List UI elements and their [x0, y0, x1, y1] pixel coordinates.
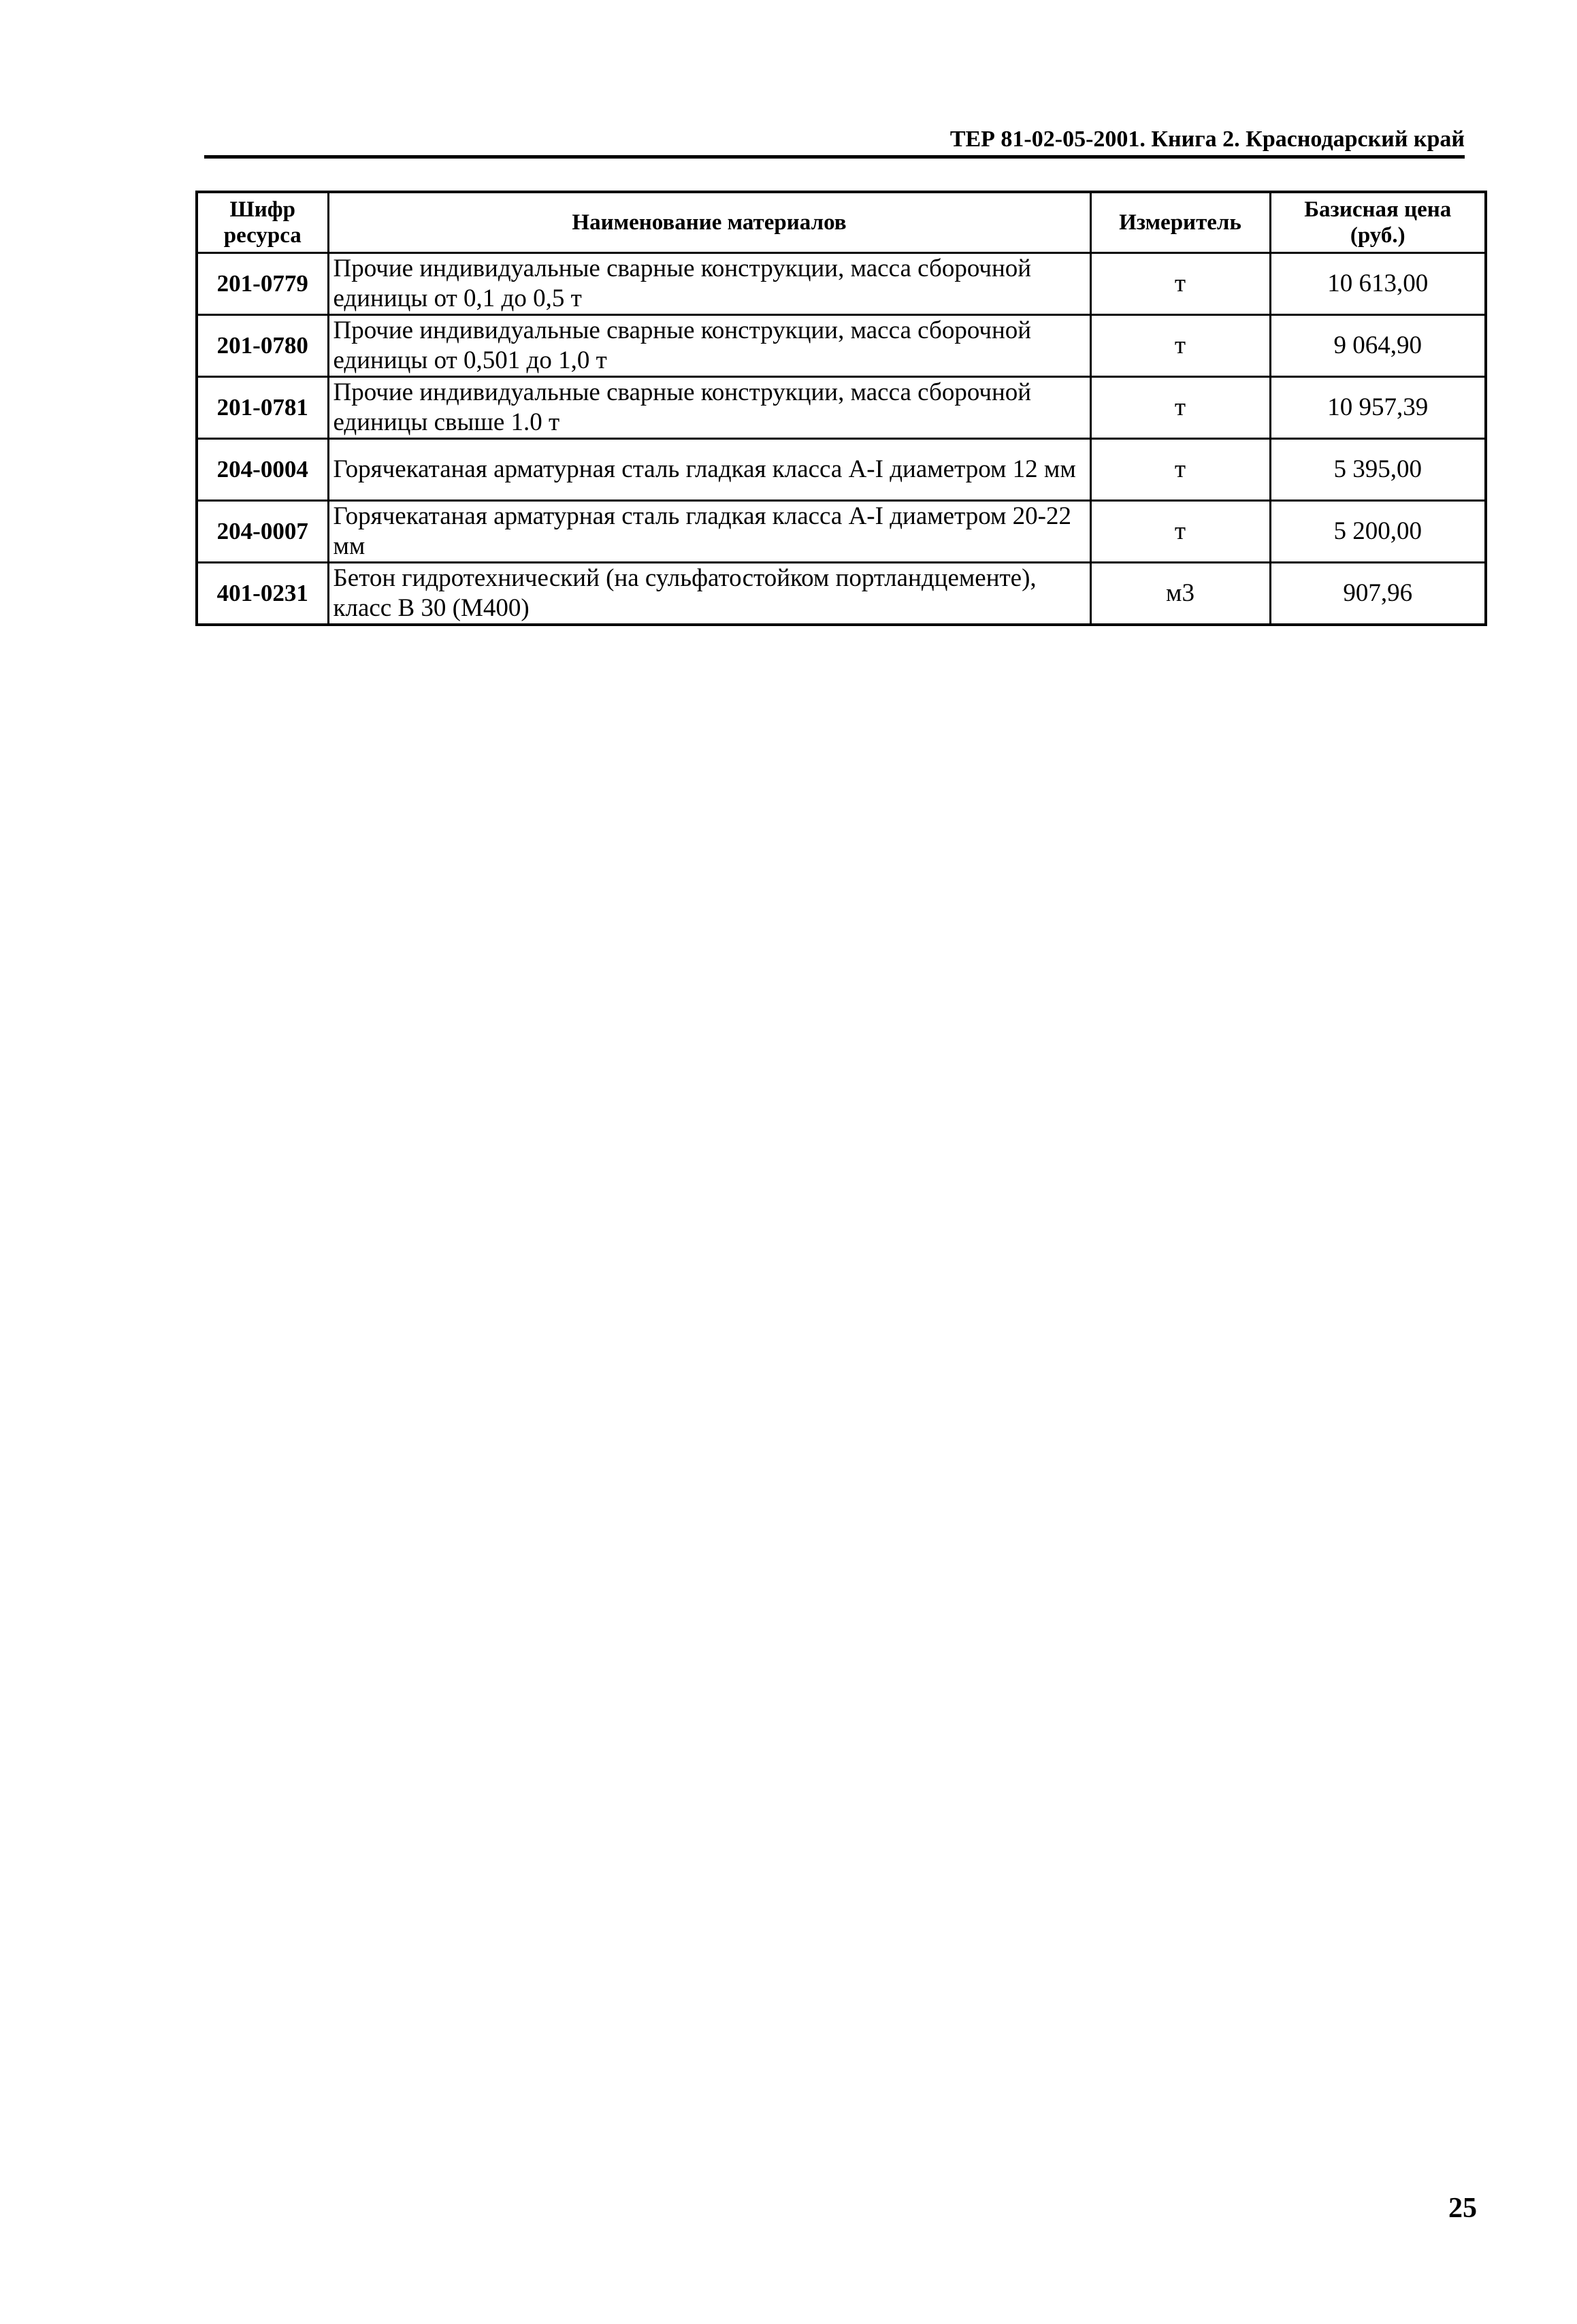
base-price: 10 957,39	[1270, 377, 1486, 439]
material-name: Прочие индивидуальные сварные конструкции, масса сборочной единицы от 0,1 до 0,5 т	[328, 253, 1090, 315]
table-row	[197, 377, 1486, 439]
unit-of-measure: т	[1090, 253, 1270, 315]
material-name: Горячекатаная арматурная сталь гладкая класса А-I диаметром 20-22 мм	[328, 501, 1090, 563]
header-rule	[204, 155, 1465, 159]
material-name: Горячекатаная арматурная сталь гладкая класса А-I диаметром 12 мм	[328, 439, 1090, 501]
resource-code: 201-0779	[197, 253, 328, 315]
table-header	[197, 192, 1486, 253]
base-price: 10 613,00	[1270, 253, 1486, 315]
material-name: Бетон гидротехнический (на сульфатостойком портландцементе), класс В 30 (М400)	[328, 563, 1090, 625]
unit-of-measure: т	[1090, 439, 1270, 501]
table-row	[197, 253, 1486, 315]
column-header-name: Наименование материалов	[328, 192, 1090, 253]
base-price: 9 064,90	[1270, 315, 1486, 377]
resource-code: 204-0004	[197, 439, 328, 501]
document-header: ТЕР 81-02-05-2001. Книга 2. Краснодарский край	[949, 127, 1465, 152]
table-row	[197, 439, 1486, 501]
unit-of-measure: т	[1090, 377, 1270, 439]
material-name: Прочие индивидуальные сварные конструкции, масса сборочной единицы свыше 1.0 т	[328, 377, 1090, 439]
resource-code: 401-0231	[197, 563, 328, 625]
base-price: 5 395,00	[1270, 439, 1486, 501]
table-row	[197, 315, 1486, 377]
resource-code: 204-0007	[197, 501, 328, 563]
column-header-code: Шифр ресурса	[197, 192, 328, 253]
table-body	[197, 253, 1486, 625]
material-name: Прочие индивидуальные сварные конструкции, масса сборочной единицы от 0,501 до 1,0 т	[328, 315, 1090, 377]
table-row	[197, 501, 1486, 563]
unit-of-measure: т	[1090, 315, 1270, 377]
unit-of-measure: т	[1090, 501, 1270, 563]
resource-code: 201-0781	[197, 377, 328, 439]
base-price: 907,96	[1270, 563, 1486, 625]
column-header-unit: Измеритель	[1090, 192, 1270, 253]
table-row	[197, 563, 1486, 625]
column-header-price: Базисная цена (руб.)	[1270, 192, 1486, 253]
table-header-row	[197, 192, 1486, 253]
resource-code: 201-0780	[197, 315, 328, 377]
base-price: 5 200,00	[1270, 501, 1486, 563]
page-number: 25	[1448, 2193, 1477, 2224]
materials-table	[195, 191, 1487, 626]
unit-of-measure: м3	[1090, 563, 1270, 625]
